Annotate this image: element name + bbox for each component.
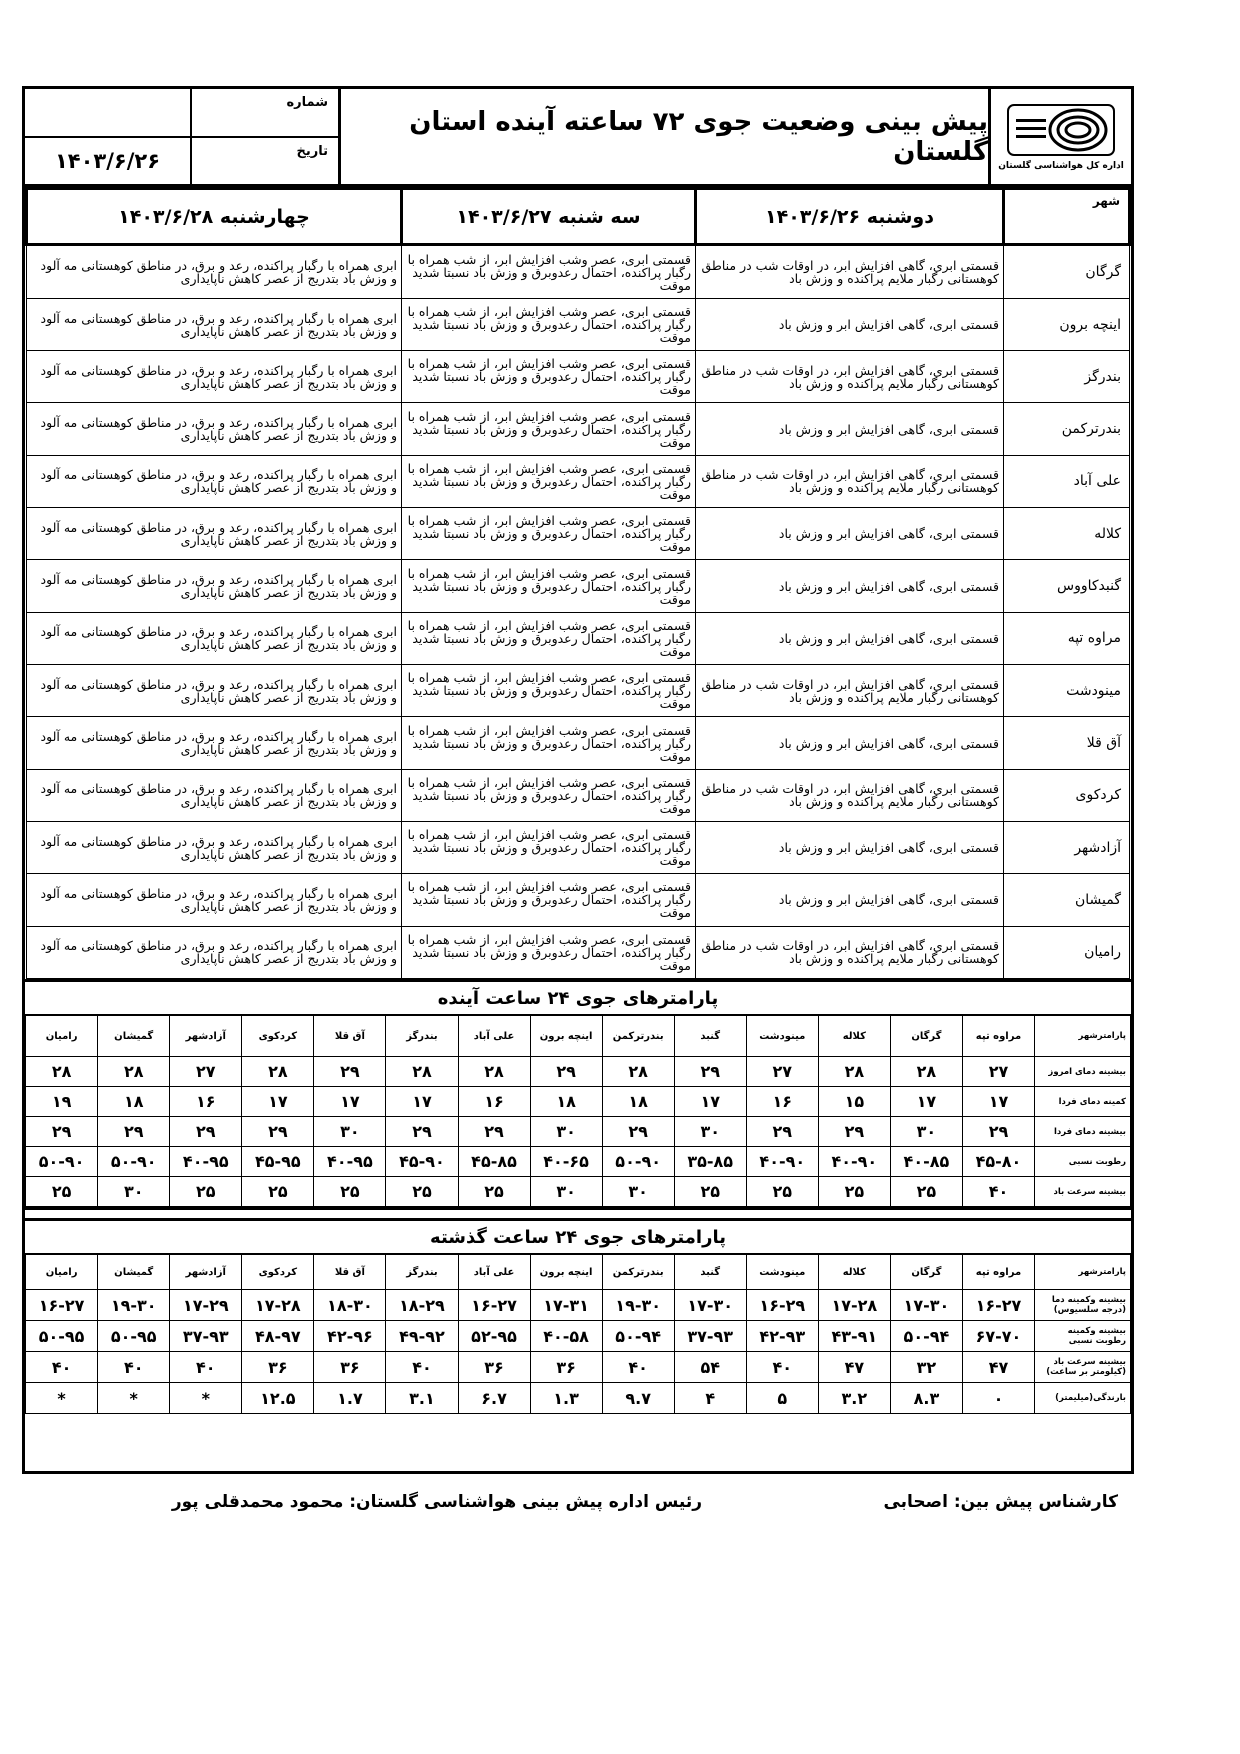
forecast-row: [27, 665, 1130, 717]
param-value: ۱۵: [818, 1087, 890, 1117]
param-value: ۲۹: [314, 1057, 386, 1087]
param-city: اینچه برون: [530, 1016, 602, 1057]
logo-box: [988, 89, 1131, 184]
param-label: بیشینه سرعت باد: [1035, 1177, 1131, 1207]
forecast-row: [27, 508, 1130, 560]
param-value: ۲۷: [746, 1057, 818, 1087]
param-value: ۸.۳: [890, 1383, 962, 1414]
param-value: ۳.۱: [386, 1383, 458, 1414]
param-city: بندرترکمن: [602, 1016, 674, 1057]
param-value: ۲۹: [98, 1117, 170, 1147]
forecaster-name: کارشناس پیش بین: اصحابی: [883, 1492, 1118, 1512]
param-city: آزادشهر: [170, 1016, 242, 1057]
param-city: گنبد: [674, 1255, 746, 1290]
forecast-day3: ابری همراه با رگبار پراکنده، رعد و برق، در مناطق کوهستانی مه آلود و وزش باد بتدریج از عصر کاهش ناپایداری: [27, 926, 402, 978]
date-label: تاریخ: [190, 138, 338, 185]
param-value: ۴۳-۹۱: [818, 1321, 890, 1352]
city-name: کلاله: [1004, 508, 1130, 560]
number-value: [25, 89, 190, 136]
forecast-day2: قسمتی ابری، عصر وشب افزایش ابر، از شب همراه با رگبار پراکنده، احتمال رعدوبرق و وزش باد نسبتا شدید موقت: [402, 351, 696, 403]
param-value: ۲۹: [602, 1117, 674, 1147]
param-value: ۲۹: [170, 1117, 242, 1147]
param-value: ۱۸: [530, 1087, 602, 1117]
param-value: ۱۸-۲۹: [386, 1290, 458, 1321]
forecast-day2: قسمتی ابری، عصر وشب افزایش ابر، از شب همراه با رگبار پراکنده، احتمال رعدوبرق و وزش باد نسبتا شدید موقت: [402, 560, 696, 612]
param-city: گمیشان: [98, 1016, 170, 1057]
forecast-day3: ابری همراه با رگبار پراکنده، رعد و برق، در مناطق کوهستانی مه آلود و وزش باد بتدریج از عصر کاهش ناپایداری: [27, 560, 402, 612]
param-value: *: [170, 1383, 242, 1414]
forecast-row: [27, 821, 1130, 873]
param-value: ۵۰-۹۰: [26, 1147, 98, 1177]
param-value: ۴۷: [962, 1352, 1034, 1383]
param-city: کلاله: [818, 1255, 890, 1290]
city-header: شهر: [1004, 189, 1130, 245]
param-value: ۴۰-۹۰: [818, 1147, 890, 1177]
forecast-day1: قسمتی ابری، گاهی افزایش ابر و وزش باد: [696, 717, 1004, 769]
param-value: ۳۷-۹۳: [170, 1321, 242, 1352]
forecast-day2: قسمتی ابری، عصر وشب افزایش ابر، از شب همراه با رگبار پراکنده، احتمال رعدوبرق و وزش باد نسبتا شدید موقت: [402, 769, 696, 821]
forecast-row: [27, 612, 1130, 664]
param-value: ۳۰: [890, 1117, 962, 1147]
param-row: [26, 1117, 1131, 1147]
param-value: ۱۷: [674, 1087, 746, 1117]
day-header: سه شنبه ۱۴۰۳/۶/۲۷: [402, 189, 696, 245]
param-value: ۱۷-۲۸: [242, 1290, 314, 1321]
forecast-day2: قسمتی ابری، عصر وشب افزایش ابر، از شب همراه با رگبار پراکنده، احتمال رعدوبرق و وزش باد نسبتا شدید موقت: [402, 665, 696, 717]
param-city: مراوه تپه: [962, 1255, 1034, 1290]
next24-table: [25, 1015, 1131, 1207]
param-value: ۱۷-۳۰: [890, 1290, 962, 1321]
logo-caption: اداره کل هواشناسی گلستان: [998, 160, 1124, 171]
param-value: ۲۵: [170, 1177, 242, 1207]
param-value: ۲۹: [530, 1057, 602, 1087]
param-city: آزادشهر: [170, 1255, 242, 1290]
param-corner: پارامترشهر: [1035, 1255, 1131, 1290]
param-value: ۴۰: [26, 1352, 98, 1383]
forecast-day1: قسمتی ابری، گاهی افزایش ابر، در اوقات شب در مناطق کوهستانی رگبار ملایم پراکنده و وزش باد: [696, 926, 1004, 978]
forecast-day2: قسمتی ابری، عصر وشب افزایش ابر، از شب همراه با رگبار پراکنده، احتمال رعدوبرق و وزش باد نسبتا شدید موقت: [402, 612, 696, 664]
param-value: ۱۸-۳۰: [314, 1290, 386, 1321]
param-city: آق قلا: [314, 1255, 386, 1290]
param-value: ۱۶: [458, 1087, 530, 1117]
param-value: ۴۰: [386, 1352, 458, 1383]
param-city: علی آباد: [458, 1255, 530, 1290]
param-value: ۲۸: [458, 1057, 530, 1087]
param-city: بندرترکمن: [602, 1255, 674, 1290]
param-value: ۱۷-۲۸: [818, 1290, 890, 1321]
param-row: [26, 1383, 1131, 1414]
param-value: ۲۸: [98, 1057, 170, 1087]
param-value: ۴۰-۸۵: [890, 1147, 962, 1177]
forecast-day3: ابری همراه با رگبار پراکنده، رعد و برق، در مناطق کوهستانی مه آلود و وزش باد بتدریج از عصر کاهش ناپایداری: [27, 665, 402, 717]
param-city: کردکوی: [242, 1255, 314, 1290]
forecast-table: [25, 187, 1131, 979]
param-value: ۴۰-۹۵: [314, 1147, 386, 1177]
city-name: رامیان: [1004, 926, 1130, 978]
param-value: ۱۹: [26, 1087, 98, 1117]
param-label: بارندگی(میلیمتر): [1035, 1383, 1131, 1414]
param-value: ۴۰-۹۰: [746, 1147, 818, 1177]
forecast-row: [27, 717, 1130, 769]
param-value: ۱.۳: [530, 1383, 602, 1414]
forecast-day3: ابری همراه با رگبار پراکنده، رعد و برق، در مناطق کوهستانی مه آلود و وزش باد بتدریج از عصر کاهش ناپایداری: [27, 245, 402, 299]
param-value: ۲۵: [386, 1177, 458, 1207]
param-value: ۲۷: [170, 1057, 242, 1087]
city-name: گمیشان: [1004, 874, 1130, 926]
forecast-row: [27, 403, 1130, 455]
param-value: ۵: [746, 1383, 818, 1414]
param-value: ۲۵: [242, 1177, 314, 1207]
param-label: بیشینه وکمینه رطوبت نسبی: [1035, 1321, 1131, 1352]
forecast-row: [27, 926, 1130, 978]
forecast-row: [27, 351, 1130, 403]
forecast-day2: قسمتی ابری، عصر وشب افزایش ابر، از شب همراه با رگبار پراکنده، احتمال رعدوبرق و وزش باد نسبتا شدید موقت: [402, 717, 696, 769]
param-value: ۱۷: [386, 1087, 458, 1117]
forecast-sheet: [22, 86, 1134, 1474]
param-value: ۵۰-۹۵: [98, 1321, 170, 1352]
param-value: ۱۶: [170, 1087, 242, 1117]
param-value: ۴۰: [170, 1352, 242, 1383]
past24-table: [25, 1254, 1131, 1414]
param-value: ۴۹-۹۲: [386, 1321, 458, 1352]
city-name: بندرگز: [1004, 351, 1130, 403]
date-value: ۱۴۰۳/۶/۲۶: [54, 148, 161, 173]
param-value: ۳۰: [314, 1117, 386, 1147]
param-value: ۴۷: [818, 1352, 890, 1383]
param-value: ۱.۷: [314, 1383, 386, 1414]
forecast-day1: قسمتی ابری، گاهی افزایش ابر، در اوقات شب در مناطق کوهستانی رگبار ملایم پراکنده و وزش باد: [696, 769, 1004, 821]
param-city: رامیان: [26, 1016, 98, 1057]
param-value: ۲۹: [386, 1117, 458, 1147]
param-row: [26, 1321, 1131, 1352]
param-value: ۶۷-۷۰: [962, 1321, 1034, 1352]
signature-footer: [22, 1484, 1134, 1520]
param-city: بندرگز: [386, 1255, 458, 1290]
param-value: *: [26, 1383, 98, 1414]
param-city: گمیشان: [98, 1255, 170, 1290]
param-value: ۴۰-۹۵: [170, 1147, 242, 1177]
city-name: گنبدکاووس: [1004, 560, 1130, 612]
forecast-day3: ابری همراه با رگبار پراکنده، رعد و برق، در مناطق کوهستانی مه آلود و وزش باد بتدریج از عصر کاهش ناپایداری: [27, 821, 402, 873]
param-value: ۲۸: [26, 1057, 98, 1087]
param-value: ۱۶-۲۷: [962, 1290, 1034, 1321]
param-value: ۱۷: [890, 1087, 962, 1117]
param-value: ۳۵-۸۵: [674, 1147, 746, 1177]
param-value: ۴۰: [962, 1177, 1034, 1207]
param-label: بیشینه سرعت باد (کیلومتر بر ساعت): [1035, 1352, 1131, 1383]
param-value: ۲۵: [458, 1177, 530, 1207]
forecast-day2: قسمتی ابری، عصر وشب افزایش ابر، از شب همراه با رگبار پراکنده، احتمال رعدوبرق و وزش باد نسبتا شدید موقت: [402, 508, 696, 560]
param-value: ۲۸: [242, 1057, 314, 1087]
param-value: ۵۰-۹۰: [602, 1147, 674, 1177]
param-value: ۳۰: [98, 1177, 170, 1207]
param-value: ۳۷-۹۳: [674, 1321, 746, 1352]
forecast-row: [27, 455, 1130, 507]
param-label: بیشینه وکمینه دما (درجه سلسیوس): [1035, 1290, 1131, 1321]
param-city: گنبد: [674, 1016, 746, 1057]
param-value: ۱۶-۲۷: [26, 1290, 98, 1321]
param-value: ۳۰: [530, 1177, 602, 1207]
param-value: ۵۰-۹۴: [602, 1321, 674, 1352]
next24-body: [26, 1016, 1131, 1207]
param-value: ۳۶: [458, 1352, 530, 1383]
param-header-row: [26, 1016, 1131, 1057]
param-value: ۱۷-۳۱: [530, 1290, 602, 1321]
forecast-body: [27, 245, 1130, 979]
param-value: ۱۷: [314, 1087, 386, 1117]
param-header-row: [26, 1255, 1131, 1290]
param-label: رطوبت نسبی: [1035, 1147, 1131, 1177]
param-value: ۴۰: [98, 1352, 170, 1383]
param-label: بیشینه دمای امروز: [1035, 1057, 1131, 1087]
param-row: [26, 1352, 1131, 1383]
param-value: ۴۵-۸۰: [962, 1147, 1034, 1177]
forecast-day3: ابری همراه با رگبار پراکنده، رعد و برق، در مناطق کوهستانی مه آلود و وزش باد بتدریج از عصر کاهش ناپایداری: [27, 298, 402, 350]
city-name: مینودشت: [1004, 665, 1130, 717]
param-value: ۱۶-۲۷: [458, 1290, 530, 1321]
param-value: ۲۵: [890, 1177, 962, 1207]
param-value: ۱۷: [242, 1087, 314, 1117]
city-name: علی آباد: [1004, 455, 1130, 507]
param-value: ۱۶-۲۹: [746, 1290, 818, 1321]
param-value: ۱۶: [746, 1087, 818, 1117]
forecast-day3: ابری همراه با رگبار پراکنده، رعد و برق، در مناطق کوهستانی مه آلود و وزش باد بتدریج از عصر کاهش ناپایداری: [27, 874, 402, 926]
forecast-day3: ابری همراه با رگبار پراکنده، رعد و برق، در مناطق کوهستانی مه آلود و وزش باد بتدریج از عصر کاهش ناپایداری: [27, 508, 402, 560]
param-value: ۳۰: [602, 1177, 674, 1207]
forecast-day1: قسمتی ابری، گاهی افزایش ابر، در اوقات شب در مناطق کوهستانی رگبار ملایم پراکنده و وزش باد: [696, 351, 1004, 403]
param-value: ۱۷: [962, 1087, 1034, 1117]
page-title: پیش بینی وضعیت جوی ۷۲ ساعته آینده استان گلستان: [338, 89, 988, 184]
forecast-day2: قسمتی ابری، عصر وشب افزایش ابر، از شب همراه با رگبار پراکنده، احتمال رعدوبرق و وزش باد نسبتا شدید موقت: [402, 821, 696, 873]
param-value: ۰: [962, 1383, 1034, 1414]
forecast-day3: ابری همراه با رگبار پراکنده، رعد و برق، در مناطق کوهستانی مه آلود و وزش باد بتدریج از عصر کاهش ناپایداری: [27, 455, 402, 507]
param-value: ۱۸: [602, 1087, 674, 1117]
param-value: ۲۸: [386, 1057, 458, 1087]
forecast-row: [27, 769, 1130, 821]
city-name: بندرترکمن: [1004, 403, 1130, 455]
forecast-row: [27, 245, 1130, 299]
day-header: چهارشنبه ۱۴۰۳/۶/۲۸: [27, 189, 402, 245]
param-city: رامیان: [26, 1255, 98, 1290]
param-corner: پارامترشهر: [1035, 1016, 1131, 1057]
forecast-day3: ابری همراه با رگبار پراکنده، رعد و برق، در مناطق کوهستانی مه آلود و وزش باد بتدریج از عصر کاهش ناپایداری: [27, 769, 402, 821]
forecast-day2: قسمتی ابری، عصر وشب افزایش ابر، از شب همراه با رگبار پراکنده، احتمال رعدوبرق و وزش باد نسبتا شدید موقت: [402, 455, 696, 507]
param-value: ۴۰: [602, 1352, 674, 1383]
param-value: ۳۶: [242, 1352, 314, 1383]
param-value: ۱۷-۳۰: [674, 1290, 746, 1321]
number-row: [25, 89, 338, 136]
param-value: ۳۶: [314, 1352, 386, 1383]
param-value: ۲۹: [818, 1117, 890, 1147]
city-name: گرگان: [1004, 245, 1130, 299]
param-value: ۳۶: [530, 1352, 602, 1383]
city-name: کردکوی: [1004, 769, 1130, 821]
forecast-day2: قسمتی ابری، عصر وشب افزایش ابر، از شب همراه با رگبار پراکنده، احتمال رعدوبرق و وزش باد نسبتا شدید موقت: [402, 403, 696, 455]
forecast-day3: ابری همراه با رگبار پراکنده، رعد و برق، در مناطق کوهستانی مه آلود و وزش باد بتدریج از عصر کاهش ناپایداری: [27, 403, 402, 455]
param-value: ۲۹: [674, 1057, 746, 1087]
param-value: ۵۰-۹۵: [26, 1321, 98, 1352]
city-name: اینچه برون: [1004, 298, 1130, 350]
param-value: ۳۲: [890, 1352, 962, 1383]
head-name: رئیس اداره پیش بینی هواشناسی گلستان: محمود محمدقلی پور: [171, 1492, 702, 1512]
param-city: مینودشت: [746, 1016, 818, 1057]
day-header: دوشنبه ۱۴۰۳/۶/۲۶: [696, 189, 1004, 245]
forecast-header-row: [27, 189, 1130, 245]
param-value: ۴۲-۹۶: [314, 1321, 386, 1352]
param-value: ۵۰-۹۴: [890, 1321, 962, 1352]
param-value: ۲۵: [674, 1177, 746, 1207]
param-value: ۱۷-۲۹: [170, 1290, 242, 1321]
param-value: ۲۹: [746, 1117, 818, 1147]
forecast-day2: قسمتی ابری، عصر وشب افزایش ابر، از شب همراه با رگبار پراکنده، احتمال رعدوبرق و وزش باد نسبتا شدید موقت: [402, 245, 696, 299]
param-city: بندرگز: [386, 1016, 458, 1057]
forecast-day3: ابری همراه با رگبار پراکنده، رعد و برق، در مناطق کوهستانی مه آلود و وزش باد بتدریج از عصر کاهش ناپایداری: [27, 612, 402, 664]
forecast-day2: قسمتی ابری، عصر وشب افزایش ابر، از شب همراه با رگبار پراکنده، احتمال رعدوبرق و وزش باد نسبتا شدید موقت: [402, 926, 696, 978]
param-value: ۴۵-۸۵: [458, 1147, 530, 1177]
param-value: ۵۰-۹۰: [98, 1147, 170, 1177]
next24-title: پارامترهای جوی ۲۴ ساعت آینده: [25, 979, 1131, 1015]
param-value: ۱۹-۳۰: [602, 1290, 674, 1321]
param-city: آق قلا: [314, 1016, 386, 1057]
meta-box: [25, 89, 338, 184]
forecast-day1: قسمتی ابری، گاهی افزایش ابر و وزش باد: [696, 821, 1004, 873]
param-city: گرگان: [890, 1255, 962, 1290]
param-label: بیشینه دمای فردا: [1035, 1117, 1131, 1147]
param-value: ۵۴: [674, 1352, 746, 1383]
sheet-header: [25, 89, 1131, 187]
forecast-row: [27, 874, 1130, 926]
number-label: شماره: [190, 89, 338, 136]
param-value: ۴: [674, 1383, 746, 1414]
forecast-day2: قسمتی ابری، عصر وشب افزایش ابر، از شب همراه با رگبار پراکنده، احتمال رعدوبرق و وزش باد نسبتا شدید موقت: [402, 298, 696, 350]
forecast-day1: قسمتی ابری، گاهی افزایش ابر و وزش باد: [696, 874, 1004, 926]
param-value: ۲۵: [818, 1177, 890, 1207]
param-value: ۲۹: [242, 1117, 314, 1147]
param-row: [26, 1290, 1131, 1321]
past24-body: [26, 1255, 1131, 1414]
param-value: ۳۰: [530, 1117, 602, 1147]
param-row: [26, 1057, 1131, 1087]
param-value: ۲۸: [818, 1057, 890, 1087]
param-value: *: [98, 1383, 170, 1414]
param-value: ۹.۷: [602, 1383, 674, 1414]
param-value: ۴۵-۹۰: [386, 1147, 458, 1177]
forecast-day3: ابری همراه با رگبار پراکنده، رعد و برق، در مناطق کوهستانی مه آلود و وزش باد بتدریج از عصر کاهش ناپایداری: [27, 717, 402, 769]
forecast-day1: قسمتی ابری، گاهی افزایش ابر و وزش باد: [696, 560, 1004, 612]
param-city: علی آباد: [458, 1016, 530, 1057]
param-value: ۲۵: [26, 1177, 98, 1207]
param-value: ۱۸: [98, 1087, 170, 1117]
param-city: اینچه برون: [530, 1255, 602, 1290]
param-city: مراوه تپه: [962, 1016, 1034, 1057]
section-divider: [25, 1207, 1131, 1218]
param-row: [26, 1087, 1131, 1117]
param-value: ۳۰: [674, 1117, 746, 1147]
forecast-day1: قسمتی ابری، گاهی افزایش ابر و وزش باد: [696, 508, 1004, 560]
param-value: ۶.۷: [458, 1383, 530, 1414]
param-city: کردکوی: [242, 1016, 314, 1057]
forecast-day1: قسمتی ابری، گاهی افزایش ابر و وزش باد: [696, 403, 1004, 455]
forecast-day3: ابری همراه با رگبار پراکنده، رعد و برق، در مناطق کوهستانی مه آلود و وزش باد بتدریج از عصر کاهش ناپایداری: [27, 351, 402, 403]
param-value: ۴۸-۹۷: [242, 1321, 314, 1352]
param-value: ۴۵-۹۵: [242, 1147, 314, 1177]
past24-title: پارامترهای جوی ۲۴ ساعت گذشته: [25, 1218, 1131, 1254]
forecast-day1: قسمتی ابری، گاهی افزایش ابر، در اوقات شب در مناطق کوهستانی رگبار ملایم پراکنده و وزش باد: [696, 665, 1004, 717]
param-value: ۲۷: [962, 1057, 1034, 1087]
param-value: ۱۹-۳۰: [98, 1290, 170, 1321]
param-value: ۲۹: [458, 1117, 530, 1147]
param-value: ۱۲.۵: [242, 1383, 314, 1414]
param-city: گرگان: [890, 1016, 962, 1057]
organization-logo: [1006, 103, 1116, 157]
forecast-day1: قسمتی ابری، گاهی افزایش ابر و وزش باد: [696, 612, 1004, 664]
param-value: ۲۹: [26, 1117, 98, 1147]
param-value: ۴۲-۹۳: [746, 1321, 818, 1352]
forecast-row: [27, 560, 1130, 612]
param-value: ۴۰-۵۸: [530, 1321, 602, 1352]
city-name: مراوه تپه: [1004, 612, 1130, 664]
param-value: ۴۰-۶۵: [530, 1147, 602, 1177]
city-name: آزادشهر: [1004, 821, 1130, 873]
forecast-day1: قسمتی ابری، گاهی افزایش ابر و وزش باد: [696, 298, 1004, 350]
param-value: ۲۵: [746, 1177, 818, 1207]
forecast-day2: قسمتی ابری، عصر وشب افزایش ابر، از شب همراه با رگبار پراکنده، احتمال رعدوبرق و وزش باد نسبتا شدید موقت: [402, 874, 696, 926]
date-row: [25, 136, 338, 185]
param-value: ۲۸: [890, 1057, 962, 1087]
param-value: ۳.۲: [818, 1383, 890, 1414]
param-value: ۲۸: [602, 1057, 674, 1087]
param-value: ۲۹: [962, 1117, 1034, 1147]
param-value: ۴۰: [746, 1352, 818, 1383]
param-value: ۲۵: [314, 1177, 386, 1207]
param-label: کمینه دمای فردا: [1035, 1087, 1131, 1117]
forecast-row: [27, 298, 1130, 350]
param-value: ۵۲-۹۵: [458, 1321, 530, 1352]
param-city: کلاله: [818, 1016, 890, 1057]
param-city: مینودشت: [746, 1255, 818, 1290]
param-row: [26, 1177, 1131, 1207]
city-name: آق قلا: [1004, 717, 1130, 769]
forecast-day1: قسمتی ابری، گاهی افزایش ابر، در اوقات شب در مناطق کوهستانی رگبار ملایم پراکنده و وزش باد: [696, 245, 1004, 299]
forecast-day1: قسمتی ابری، گاهی افزایش ابر، در اوقات شب در مناطق کوهستانی رگبار ملایم پراکنده و وزش باد: [696, 455, 1004, 507]
param-row: [26, 1147, 1131, 1177]
